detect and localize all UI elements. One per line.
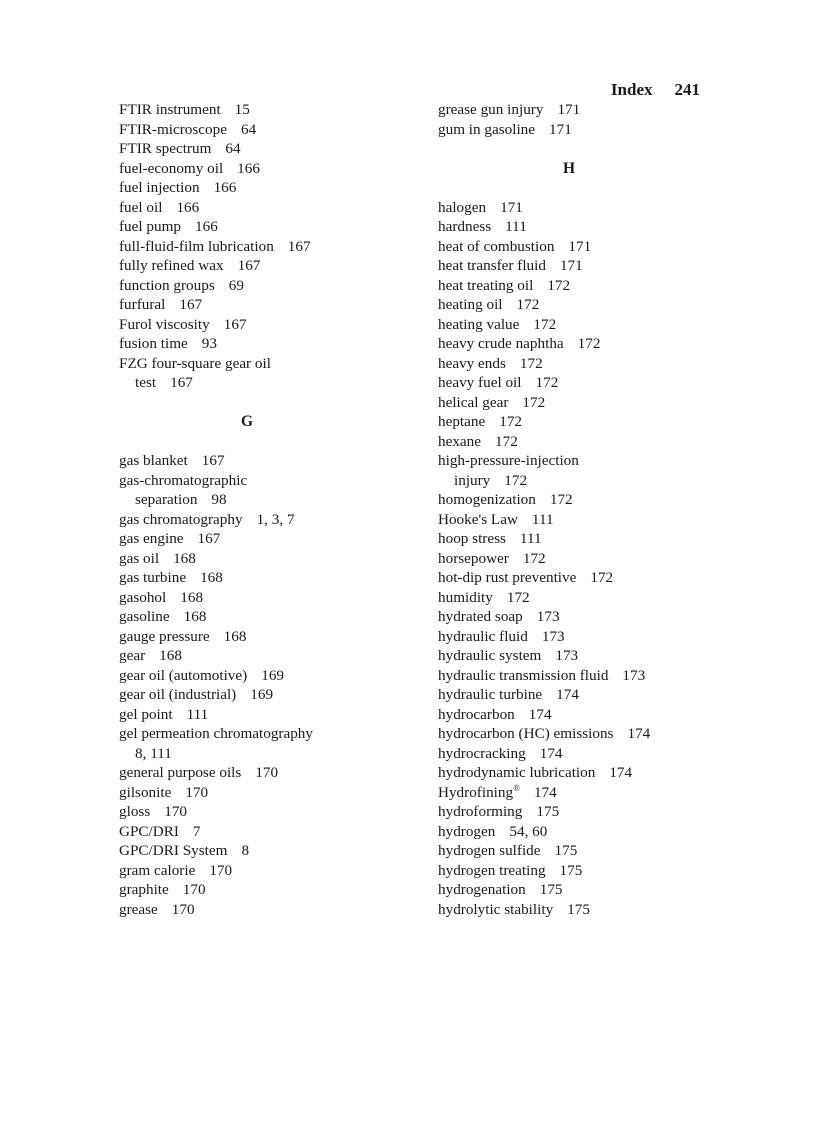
index-entry bbox=[119, 802, 419, 822]
index-entry bbox=[438, 627, 768, 647]
index-term: Hydrofining bbox=[438, 783, 514, 801]
index-page-ref: 166 bbox=[176, 198, 200, 216]
index-term: hydrogenation bbox=[438, 881, 526, 898]
index-entry bbox=[119, 217, 419, 237]
index-entry bbox=[438, 822, 768, 842]
index-term: hexane bbox=[438, 432, 482, 450]
index-term: gloss bbox=[119, 803, 151, 820]
index-term: heat of combustion bbox=[438, 237, 555, 255]
index-entry bbox=[119, 568, 419, 588]
index-entry bbox=[438, 315, 768, 335]
index-page-ref: 168 bbox=[159, 647, 182, 664]
index-page-ref: 175 bbox=[554, 842, 578, 859]
index-term: hydraulic transmission fluid bbox=[438, 666, 609, 684]
index-page-ref: 111 bbox=[519, 530, 542, 547]
index-term: hydrated soap bbox=[438, 608, 523, 625]
index-entry bbox=[438, 393, 768, 413]
index-term: gas-chromatographic bbox=[119, 471, 248, 489]
index-entry bbox=[119, 627, 419, 647]
index-entry bbox=[119, 139, 419, 159]
index-page-ref: 111 bbox=[186, 705, 209, 723]
index-page-ref: 168 bbox=[200, 569, 223, 586]
index-entry bbox=[119, 120, 419, 140]
index-term: hydroforming bbox=[438, 803, 523, 820]
index-entry bbox=[119, 295, 419, 315]
index-term: humidity bbox=[438, 588, 493, 606]
index-term: gasoline bbox=[119, 608, 170, 625]
index-entry bbox=[438, 900, 768, 920]
index-term: hydrolytic stability bbox=[438, 900, 554, 918]
index-entry bbox=[119, 549, 419, 569]
index-page-ref: 168 bbox=[173, 549, 196, 567]
index-entry bbox=[438, 646, 768, 666]
index-page-ref: 167 bbox=[201, 452, 225, 469]
index-term: gauge pressure bbox=[119, 627, 210, 645]
index-page-ref: 169 bbox=[250, 686, 274, 703]
index-entry bbox=[438, 100, 768, 120]
index-entry bbox=[119, 315, 419, 335]
index-page-ref: 167 bbox=[179, 296, 203, 313]
index-page-ref: 170 bbox=[164, 803, 188, 820]
index-page-ref: 170 bbox=[182, 881, 206, 898]
index-page-ref: 173 bbox=[622, 666, 646, 684]
index-term: furfural bbox=[119, 296, 166, 313]
index-page-ref: 93 bbox=[201, 335, 217, 352]
index-term: gear oil (industrial) bbox=[119, 686, 237, 703]
index-entry bbox=[119, 354, 419, 374]
index-entry bbox=[119, 471, 419, 491]
index-entry bbox=[119, 646, 419, 666]
index-page-ref: 171 bbox=[557, 101, 581, 118]
index-page-ref: 172 bbox=[522, 549, 546, 567]
index-term: gas blanket bbox=[119, 452, 188, 469]
index-term: gram calorie bbox=[119, 861, 196, 879]
index-page-ref: 172 bbox=[519, 354, 543, 372]
index-page-ref: 98 bbox=[211, 491, 227, 508]
entries-f bbox=[119, 100, 419, 393]
index-page-ref: 171 bbox=[568, 237, 592, 255]
index-entry bbox=[119, 763, 419, 783]
index-page-ref: 8 bbox=[241, 842, 250, 859]
index-entry bbox=[119, 666, 419, 686]
index-entry bbox=[119, 724, 419, 744]
index-term: FZG four-square gear oil bbox=[119, 354, 271, 372]
index-entry bbox=[438, 802, 768, 822]
index-entry bbox=[438, 724, 768, 744]
index-term: hydrodynamic lubrication bbox=[438, 764, 596, 781]
index-page-ref: 172 bbox=[516, 296, 540, 313]
index-entry bbox=[119, 510, 419, 530]
index-entry bbox=[119, 900, 419, 920]
index-page-ref: 171 bbox=[549, 120, 572, 138]
index-entry bbox=[438, 198, 768, 218]
index-entry bbox=[438, 685, 768, 705]
index-entry bbox=[119, 334, 419, 354]
index-entry bbox=[438, 451, 768, 471]
index-entry bbox=[438, 783, 768, 803]
index-page-ref: 170 bbox=[209, 861, 233, 879]
entries-h bbox=[438, 198, 768, 920]
index-page-ref: 173 bbox=[555, 647, 579, 664]
index-term: hydraulic fluid bbox=[438, 627, 528, 645]
index-term: Furol viscosity bbox=[119, 315, 210, 333]
index-entry bbox=[438, 373, 768, 393]
index-page-ref: 172 bbox=[533, 315, 557, 333]
index-term: hoop stress bbox=[438, 530, 506, 547]
index-entry bbox=[438, 568, 768, 588]
index-page-ref: 173 bbox=[541, 627, 565, 645]
index-entry bbox=[438, 490, 768, 510]
index-term: gear oil (automotive) bbox=[119, 666, 248, 684]
index-page-ref: 174 bbox=[539, 744, 563, 762]
index-entry bbox=[119, 705, 419, 725]
index-page-ref: 166 bbox=[213, 179, 237, 196]
index-term: gasohol bbox=[119, 588, 167, 606]
index-page-ref: 64 bbox=[240, 120, 257, 138]
index-term: hydrocarbon (HC) emissions bbox=[438, 725, 614, 742]
index-term: heptane bbox=[438, 413, 486, 430]
index-term: fuel injection bbox=[119, 179, 200, 196]
index-entry bbox=[119, 861, 419, 881]
index-page-ref: 170 bbox=[255, 764, 279, 781]
index-entry bbox=[438, 412, 768, 432]
index-entry bbox=[119, 607, 419, 627]
entries-g-right bbox=[438, 100, 768, 139]
index-entry bbox=[119, 783, 419, 803]
index-page-ref: 167 bbox=[287, 237, 311, 255]
index-entry bbox=[438, 763, 768, 783]
index-page-ref: 166 bbox=[237, 159, 260, 177]
index-entry bbox=[119, 744, 419, 764]
running-head bbox=[560, 60, 700, 100]
index-page-ref: 174 bbox=[609, 764, 633, 781]
index-term: heavy fuel oil bbox=[438, 374, 522, 391]
index-page-ref: 111 bbox=[531, 510, 554, 528]
index-term: grease gun injury bbox=[438, 101, 544, 118]
index-page-ref: 174 bbox=[627, 725, 651, 742]
index-term: heat treating oil bbox=[438, 276, 534, 294]
index-page-ref: 172 bbox=[522, 393, 546, 411]
index-term: gel permeation chromatography bbox=[119, 725, 313, 742]
index-page-ref: 175 bbox=[567, 900, 590, 918]
index-page-ref: 167 bbox=[170, 374, 193, 391]
index-term: hydrogen sulfide bbox=[438, 842, 541, 859]
index-entry bbox=[438, 861, 768, 881]
index-term: fuel oil bbox=[119, 198, 163, 216]
index-term: gum in gasoline bbox=[438, 120, 536, 138]
index-entry bbox=[438, 295, 768, 315]
index-page-ref: 170 bbox=[171, 900, 195, 918]
index-page-ref: 175 bbox=[559, 861, 583, 879]
index-entry bbox=[119, 841, 419, 861]
index-entry bbox=[438, 471, 768, 491]
index-entry bbox=[438, 276, 768, 296]
index-entry bbox=[119, 276, 419, 296]
index-page-ref: 172 bbox=[535, 374, 559, 391]
index-page-ref: 175 bbox=[536, 803, 560, 820]
index-page-ref: 170 bbox=[185, 783, 209, 801]
index-term: grease bbox=[119, 900, 158, 918]
index-term: hydraulic turbine bbox=[438, 686, 543, 703]
index-term: gas chromatography bbox=[119, 510, 243, 528]
entries-g-left bbox=[119, 451, 419, 919]
index-entry bbox=[119, 198, 419, 218]
index-page-ref: 167 bbox=[197, 530, 221, 547]
index-term: 8, 111 bbox=[135, 744, 172, 762]
index-term: helical gear bbox=[438, 393, 509, 411]
index-term: fusion time bbox=[119, 335, 188, 352]
index-page-ref: 54, 60 bbox=[509, 822, 548, 840]
index-term: hydrocarbon bbox=[438, 705, 515, 723]
index-term: hydraulic system bbox=[438, 647, 542, 664]
index-term: GPC/DRI bbox=[119, 822, 179, 840]
index-entry bbox=[119, 256, 419, 276]
index-page-ref: 172 bbox=[577, 335, 601, 352]
index-term: gas oil bbox=[119, 549, 160, 567]
index-entry bbox=[438, 588, 768, 608]
index-entry bbox=[438, 237, 768, 257]
index-term: hardness bbox=[438, 218, 492, 235]
index-term: FTIR instrument bbox=[119, 101, 221, 118]
index-page-ref: 167 bbox=[237, 257, 261, 274]
index-page-ref: 69 bbox=[228, 276, 244, 294]
index-term: high-pressure-injection bbox=[438, 452, 579, 469]
running-head-title: Index bbox=[610, 80, 653, 99]
index-term: fuel pump bbox=[119, 218, 182, 235]
index-entry bbox=[119, 490, 419, 510]
index-term: function groups bbox=[119, 276, 215, 294]
index-entry bbox=[438, 354, 768, 374]
index-page-ref: 174 bbox=[556, 686, 579, 703]
index-term: hydrocracking bbox=[438, 744, 526, 762]
index-page-ref: 15 bbox=[234, 101, 250, 118]
section-heading-g: G bbox=[240, 413, 254, 430]
index-page-ref: 166 bbox=[195, 218, 218, 235]
index-entry bbox=[438, 880, 768, 900]
index-entry bbox=[438, 256, 768, 276]
index-term: injury bbox=[454, 471, 491, 489]
index-term: GPC/DRI System bbox=[119, 842, 228, 859]
index-term: test bbox=[135, 374, 157, 391]
index-entry bbox=[119, 159, 419, 179]
index-term: heat transfer fluid bbox=[438, 257, 546, 274]
index-entry bbox=[438, 432, 768, 452]
index-term: Hooke's Law bbox=[438, 510, 518, 528]
index-term: homogenization bbox=[438, 491, 536, 508]
page-number: 241 bbox=[674, 80, 700, 99]
index-entry bbox=[438, 705, 768, 725]
index-page-ref: 167 bbox=[223, 315, 247, 333]
index-entry bbox=[438, 334, 768, 354]
index-term: halogen bbox=[438, 198, 487, 216]
index-page-ref: 173 bbox=[536, 608, 560, 625]
index-page-ref: 174 bbox=[528, 705, 552, 723]
index-entry bbox=[119, 880, 419, 900]
index-entry bbox=[438, 744, 768, 764]
index-term: gear bbox=[119, 647, 146, 664]
index-term: fully refined wax bbox=[119, 257, 224, 274]
index-term: gas engine bbox=[119, 530, 184, 547]
index-term: heating oil bbox=[438, 296, 503, 313]
index-page-ref: 168 bbox=[180, 588, 204, 606]
index-page-ref: 172 bbox=[499, 413, 523, 430]
index-entry bbox=[438, 666, 768, 686]
index-page-ref: 172 bbox=[504, 471, 528, 489]
index-entry bbox=[119, 822, 419, 842]
index-entry bbox=[119, 100, 419, 120]
index-page-ref: 172 bbox=[506, 588, 530, 606]
index-term: general purpose oils bbox=[119, 764, 242, 781]
index-term: hot-dip rust preventive bbox=[438, 569, 577, 586]
section-heading-h: H bbox=[562, 159, 576, 177]
index-page-ref: 111 bbox=[505, 218, 527, 235]
index-entry bbox=[119, 451, 419, 471]
index-entry bbox=[438, 607, 768, 627]
index-entry bbox=[438, 120, 768, 140]
index-page-ref: 7 bbox=[192, 822, 201, 840]
index-entry bbox=[438, 510, 768, 530]
index-term: heating value bbox=[438, 315, 520, 333]
index-term: hydrogen bbox=[438, 822, 496, 840]
index-term: heavy ends bbox=[438, 354, 506, 372]
index-term: heavy crude naphtha bbox=[438, 335, 564, 352]
index-entry bbox=[119, 685, 419, 705]
index-term: graphite bbox=[119, 881, 169, 898]
index-page-ref: 172 bbox=[590, 569, 614, 586]
index-column-right bbox=[438, 100, 768, 919]
index-term: gilsonite bbox=[119, 783, 172, 801]
index-term: gas turbine bbox=[119, 569, 187, 586]
index-entry bbox=[119, 237, 419, 257]
index-entry bbox=[119, 178, 419, 198]
index-page-ref: 172 bbox=[549, 491, 573, 508]
index-page-ref: 64 bbox=[225, 140, 241, 157]
index-page-ref: 172 bbox=[547, 276, 571, 294]
index-term: horsepower bbox=[438, 549, 509, 567]
index-page-ref: 168 bbox=[223, 627, 247, 645]
index-page-ref: 172 bbox=[495, 432, 518, 450]
index-page-ref: 169 bbox=[261, 666, 284, 684]
index-entry bbox=[119, 373, 419, 393]
index-term: separation bbox=[135, 491, 198, 508]
index-term: hydrogen treating bbox=[438, 861, 546, 879]
index-page-ref: 171 bbox=[500, 198, 523, 216]
index-entry bbox=[119, 529, 419, 549]
index-page-ref: 174 bbox=[533, 783, 557, 801]
index-entry bbox=[119, 588, 419, 608]
index-term: fuel-economy oil bbox=[119, 159, 224, 177]
index-term: FTIR spectrum bbox=[119, 140, 212, 157]
index-entry bbox=[438, 841, 768, 861]
index-term: gel point bbox=[119, 705, 173, 723]
registered-mark: ® bbox=[513, 782, 520, 793]
index-entry bbox=[438, 217, 768, 237]
index-entry bbox=[438, 529, 768, 549]
index-term: FTIR-microscope bbox=[119, 120, 227, 138]
index-page-ref: 1, 3, 7 bbox=[256, 510, 295, 528]
index-page-ref: 175 bbox=[539, 881, 563, 898]
index-page-ref: 168 bbox=[183, 608, 207, 625]
index-term: full-fluid-film lubrication bbox=[119, 237, 274, 255]
index-entry bbox=[438, 549, 768, 569]
index-column-left bbox=[119, 100, 419, 919]
index-page-ref: 171 bbox=[559, 257, 583, 274]
